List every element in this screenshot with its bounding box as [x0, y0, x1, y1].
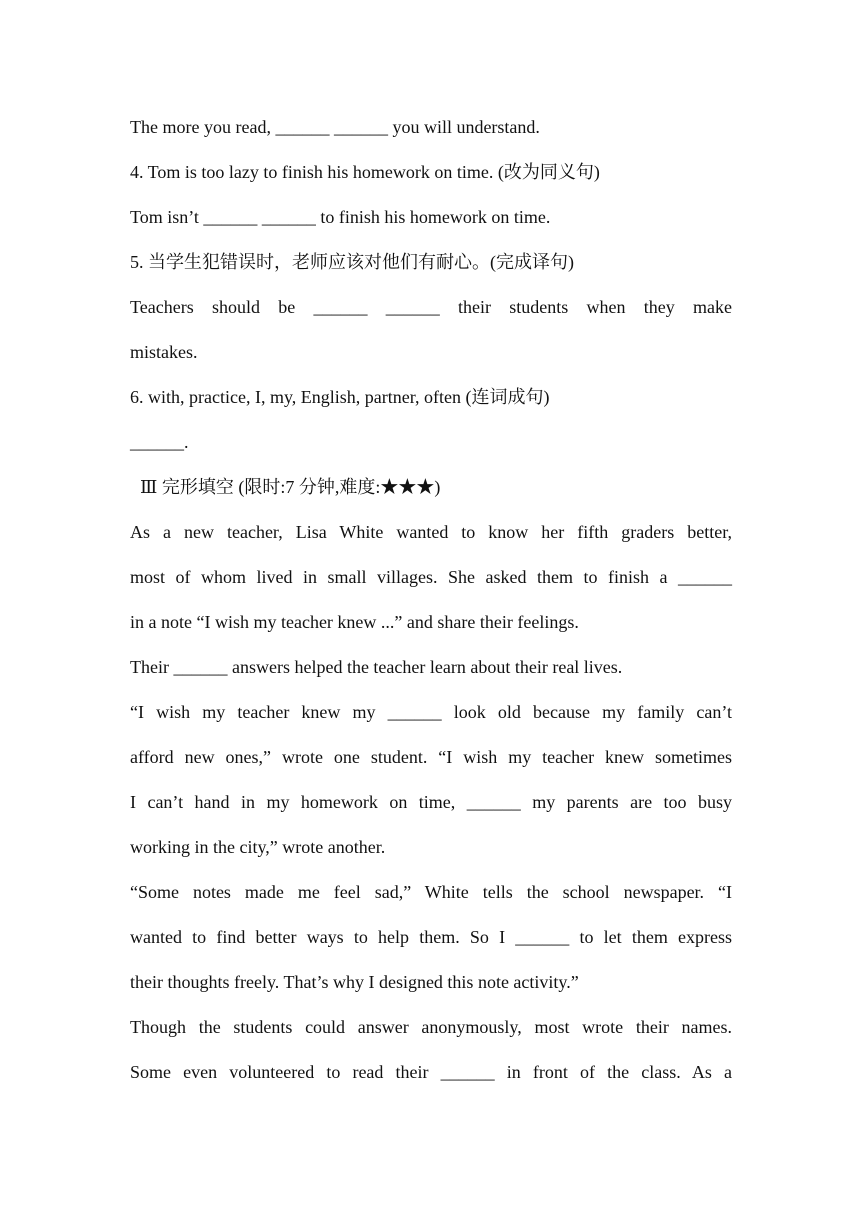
passage-line: “I wish my teacher knew my ______ look old because my family can’t	[130, 702, 732, 722]
passage-line: most of whom lived in small villages. She asked them to finish a ______	[130, 567, 732, 587]
passage-line: I can’t hand in my homework on time, ______ my parents are too busy	[130, 792, 732, 812]
passage-line: Their ______ answers helped the teacher learn about their real lives.	[130, 657, 623, 677]
question-5-prompt: 5. 当学生犯错误时，老师应该对他们有耐心。(完成译句)	[130, 252, 574, 272]
passage-line: wanted to find better ways to help them. So I ______ to let them express	[130, 927, 732, 947]
passage-line: their thoughts freely. That’s why I designed this note activity.”	[130, 972, 579, 992]
passage-line: Some even volunteered to read their ______ in front of the class. As a	[130, 1062, 732, 1082]
text-line: mistakes.	[130, 342, 198, 362]
text-line: The more you read, ______ ______ you will understand.	[130, 117, 540, 137]
passage-line: “Some notes made me feel sad,” White tells the school newspaper. “I	[130, 882, 732, 902]
question-6-prompt: 6. with, practice, I, my, English, partner, often (连词成句)	[130, 387, 550, 407]
section-heading: Ⅲ 完形填空 (限时:7 分钟,难度:★★★)	[140, 477, 441, 497]
question-6-answer-line: ______.	[130, 432, 189, 452]
question-5-answer-line: Teachers should be ______ ______ their students when they make	[130, 297, 732, 317]
passage-line: Though the students could answer anonymously, most wrote their names.	[130, 1017, 732, 1037]
question-4-prompt: 4. Tom is too lazy to finish his homework on time. (改为同义句)	[130, 162, 600, 182]
passage-line: afford new ones,” wrote one student. “I wish my teacher knew sometimes	[130, 747, 732, 767]
passage-line: As a new teacher, Lisa White wanted to know her fifth graders better,	[130, 522, 732, 542]
passage-line: working in the city,” wrote another.	[130, 837, 386, 857]
passage-line: in a note “I wish my teacher knew ...” and share their feelings.	[130, 612, 579, 632]
document-page	[130, 105, 732, 1095]
question-4-answer-line: Tom isn’t ______ ______ to finish his homework on time.	[130, 207, 551, 227]
